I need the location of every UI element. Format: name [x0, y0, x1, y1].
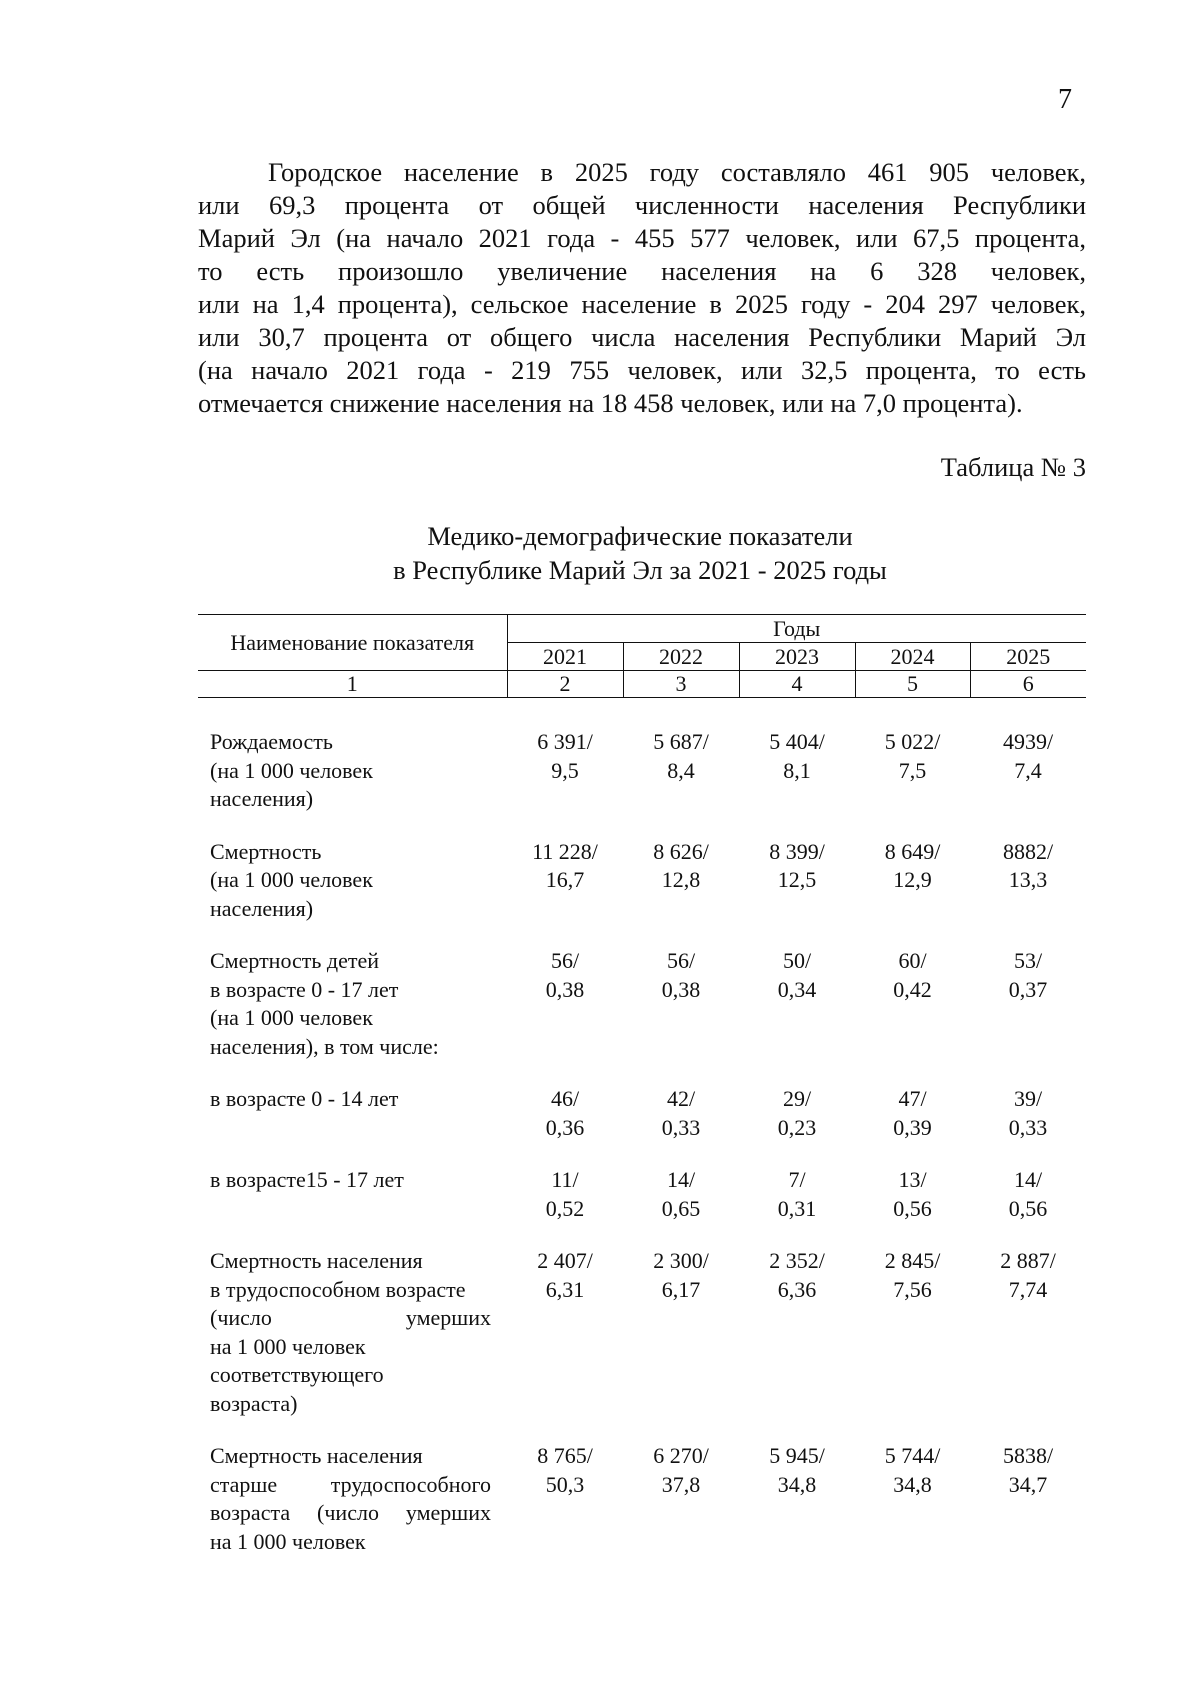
value-cell — [739, 947, 855, 1085]
column-number: 6 — [970, 671, 1086, 698]
header-year: 2023 — [739, 643, 855, 671]
column-number: 5 — [855, 671, 970, 698]
table-title-line: в Республике Марий Эл за 2021 - 2025 годы — [393, 555, 887, 585]
absolute-value: 8 649/ — [884, 838, 941, 864]
absolute-value: 6 270/ — [653, 1443, 709, 1468]
value-cell — [739, 1085, 855, 1166]
column-number-row — [198, 671, 1086, 698]
paragraph-line: Марий Эл (на начало 2021 года - 455 577 человек, или 67,5 процента, — [198, 223, 1086, 253]
rate-value: 0,39 — [893, 1114, 932, 1140]
indicator-name-line: в возрасте 0 - 17 лет — [210, 976, 399, 1002]
value-cell — [855, 1442, 970, 1580]
indicator-name — [198, 947, 507, 1085]
rate-value: 50,3 — [545, 1471, 585, 1497]
rate-value: 0,33 — [1008, 1114, 1048, 1140]
value-cell — [623, 947, 739, 1085]
value-cell — [970, 1247, 1086, 1442]
value-cell — [855, 1166, 970, 1247]
value-cell — [507, 838, 623, 948]
absolute-value: 7/ — [788, 1167, 806, 1192]
absolute-value: 5 022/ — [884, 729, 941, 754]
rate-value: 12,5 — [777, 867, 817, 892]
absolute-value: 50/ — [782, 948, 812, 973]
absolute-value: 13/ — [898, 1167, 927, 1192]
rate-value: 0,37 — [1008, 976, 1048, 1002]
value-cell — [970, 947, 1086, 1085]
indicator-name-line: Смертность детей — [210, 948, 380, 973]
value-cell — [507, 728, 623, 838]
absolute-value: 8882/ — [1002, 838, 1054, 864]
rate-value: 34,8 — [777, 1471, 817, 1497]
rate-value: 0,56 — [1008, 1195, 1048, 1221]
indicator-name-line: в возрасте15 - 17 лет — [210, 1167, 404, 1192]
table-spacer — [198, 698, 1086, 729]
absolute-value: 53/ — [1013, 948, 1043, 973]
indicator-name-line: Смертность населения — [210, 1248, 423, 1273]
value-cell — [855, 1247, 970, 1442]
indicator-name-line: старше трудоспособного — [210, 1471, 491, 1497]
absolute-value: 4939/ — [1002, 729, 1054, 754]
rate-value: 6,31 — [545, 1276, 585, 1302]
absolute-value: 2 407/ — [537, 1248, 593, 1273]
value-cell — [739, 1166, 855, 1247]
table-row — [198, 1247, 1086, 1442]
rate-value: 0,38 — [545, 976, 585, 1002]
value-cell — [855, 838, 970, 948]
rate-value: 0,52 — [545, 1195, 585, 1221]
absolute-value: 29/ — [782, 1086, 812, 1111]
rate-value: 0,34 — [777, 976, 817, 1002]
value-cell — [623, 1085, 739, 1166]
column-number: 1 — [198, 671, 507, 698]
indicator-name-line: Смертность населения — [210, 1443, 423, 1468]
rate-value: 6,36 — [777, 1276, 817, 1302]
absolute-value: 46/ — [550, 1086, 580, 1111]
indicator-name — [198, 1247, 507, 1442]
table-number: Таблица № 3 — [940, 452, 1086, 482]
rate-value: 0,23 — [777, 1114, 817, 1140]
rate-value: 8,4 — [667, 757, 695, 783]
value-cell — [739, 838, 855, 948]
rate-value: 0,33 — [661, 1114, 701, 1140]
body-paragraph — [198, 156, 1086, 420]
rate-value: 0,42 — [893, 976, 932, 1002]
rate-value: 8,1 — [783, 757, 811, 783]
indicator-name-line: (на 1 000 человек — [210, 1005, 373, 1030]
table-title — [300, 519, 980, 587]
rate-value: 7,5 — [898, 757, 927, 783]
absolute-value: 5 404/ — [769, 729, 825, 754]
value-cell — [623, 838, 739, 948]
rate-value: 6,17 — [661, 1276, 701, 1302]
value-cell — [623, 1166, 739, 1247]
absolute-value: 8 626/ — [653, 838, 709, 864]
rate-value: 0,65 — [661, 1195, 701, 1221]
table-row — [198, 947, 1086, 1085]
column-number: 3 — [623, 671, 739, 698]
absolute-value: 11/ — [551, 1167, 579, 1192]
value-cell — [507, 1085, 623, 1166]
indicator-name-line: населения) — [210, 786, 314, 811]
rate-value: 0,56 — [893, 1195, 932, 1221]
indicator-name-line: на 1 000 человек — [210, 1528, 366, 1554]
rate-value: 16,7 — [545, 867, 585, 892]
absolute-value: 56/ — [666, 948, 696, 973]
indicator-name-line: населения), в том числе: — [210, 1033, 439, 1059]
indicator-name-line: в возрасте 0 - 14 лет — [210, 1086, 399, 1111]
header-year: 2024 — [855, 643, 970, 671]
value-cell — [970, 1442, 1086, 1580]
absolute-value: 42/ — [666, 1086, 696, 1111]
value-cell — [507, 1166, 623, 1247]
absolute-value: 5 945/ — [769, 1443, 825, 1468]
absolute-value: 2 887/ — [1000, 1248, 1056, 1273]
indicator-name — [198, 1166, 507, 1247]
header-row — [198, 615, 1086, 643]
header-indicator-name: Наименование показателя — [198, 615, 507, 671]
indicator-name-line: населения) — [210, 895, 314, 921]
value-cell — [855, 728, 970, 838]
absolute-value: 11 228/ — [532, 838, 598, 864]
absolute-value: 47/ — [898, 1086, 927, 1111]
paragraph-line: (на начало 2021 года - 219 755 человек, или 32,5 процента, то есть — [198, 355, 1086, 385]
absolute-value: 56/ — [550, 948, 580, 973]
column-number: 2 — [507, 671, 623, 698]
header-year: 2021 — [507, 643, 623, 671]
demographic-table — [198, 614, 1086, 1580]
rate-value: 0,38 — [661, 976, 701, 1002]
indicator-name — [198, 728, 507, 838]
rate-value: 12,8 — [661, 867, 701, 892]
rate-value: 13,3 — [1008, 867, 1048, 892]
indicator-name-line: (число умерших — [210, 1305, 491, 1330]
value-cell — [623, 728, 739, 838]
value-cell — [739, 728, 855, 838]
absolute-value: 6 391/ — [537, 729, 593, 754]
paragraph-line: то есть произошло увеличение населения на 6 328 человек, — [198, 256, 1086, 286]
absolute-value: 5 687/ — [653, 729, 709, 754]
column-number: 4 — [739, 671, 855, 698]
rate-value: 34,7 — [1008, 1471, 1048, 1497]
value-cell — [970, 728, 1086, 838]
paragraph-line: или 30,7 процента от общего числа населения Республики Марий Эл — [198, 322, 1086, 352]
header-year: 2025 — [970, 643, 1086, 671]
rate-value: 7,56 — [893, 1276, 932, 1302]
paragraph-line: или 69,3 процента от общей численности населения Республики — [198, 190, 1086, 220]
rate-value: 0,31 — [777, 1195, 817, 1221]
value-cell — [970, 1085, 1086, 1166]
value-cell — [623, 1442, 739, 1580]
table-row — [198, 1166, 1086, 1247]
absolute-value: 39/ — [1013, 1086, 1043, 1111]
rate-value: 7,4 — [1014, 757, 1042, 783]
value-cell — [970, 1166, 1086, 1247]
absolute-value: 8 765/ — [537, 1443, 593, 1468]
table-row — [198, 838, 1086, 948]
page-number: 7 — [1058, 84, 1072, 115]
value-cell — [739, 1442, 855, 1580]
absolute-value: 2 300/ — [653, 1248, 709, 1273]
rate-value: 0,36 — [545, 1114, 585, 1140]
value-cell — [623, 1247, 739, 1442]
value-cell — [855, 1085, 970, 1166]
absolute-value: 5 744/ — [884, 1443, 941, 1468]
absolute-value: 5838/ — [1002, 1443, 1054, 1468]
absolute-value: 14/ — [1013, 1167, 1043, 1192]
table-row — [198, 1085, 1086, 1166]
indicator-name-line: возраста) — [210, 1390, 298, 1416]
indicator-name — [198, 838, 507, 948]
value-cell — [739, 1247, 855, 1442]
indicator-name-line: (на 1 000 человек — [210, 867, 373, 892]
indicator-name-line: (на 1 000 человек — [210, 757, 373, 783]
rate-value: 9,5 — [551, 757, 579, 783]
value-cell — [970, 838, 1086, 948]
value-cell — [507, 947, 623, 1085]
indicator-name-line: Смертность — [210, 838, 322, 864]
header-years-group: Годы — [507, 615, 1086, 643]
indicator-name-line: соответствующего — [210, 1362, 384, 1387]
value-cell — [507, 1247, 623, 1442]
header-year: 2022 — [623, 643, 739, 671]
absolute-value: 60/ — [898, 948, 927, 973]
absolute-value: 8 399/ — [769, 838, 825, 864]
rate-value: 7,74 — [1008, 1276, 1048, 1302]
table-row — [198, 728, 1086, 838]
absolute-value: 14/ — [666, 1167, 696, 1192]
paragraph-line: или на 1,4 процента), сельское население в 2025 году - 204 297 человек, — [198, 289, 1086, 319]
paragraph-line: отмечается снижение населения на 18 458 человек, или на 7,0 процента). — [198, 388, 1023, 418]
value-cell — [855, 947, 970, 1085]
value-cell — [507, 1442, 623, 1580]
paragraph-line: Городское население в 2025 году составляло 461 905 человек, — [268, 157, 1086, 187]
absolute-value: 2 352/ — [769, 1248, 825, 1273]
indicator-name-line: возраста (число умерших — [210, 1500, 491, 1525]
indicator-name-line: в трудоспособном возрасте — [210, 1276, 466, 1302]
table-row — [198, 1442, 1086, 1580]
indicator-name — [198, 1085, 507, 1166]
indicator-name-line: Рождаемость — [210, 729, 333, 754]
indicator-name — [198, 1442, 507, 1580]
rate-value: 37,8 — [661, 1471, 701, 1497]
rate-value: 34,8 — [893, 1471, 932, 1497]
table-title-line: Медико-демографические показатели — [427, 521, 853, 551]
absolute-value: 2 845/ — [884, 1248, 941, 1273]
rate-value: 12,9 — [893, 867, 932, 892]
indicator-name-line: на 1 000 человек — [210, 1333, 366, 1359]
